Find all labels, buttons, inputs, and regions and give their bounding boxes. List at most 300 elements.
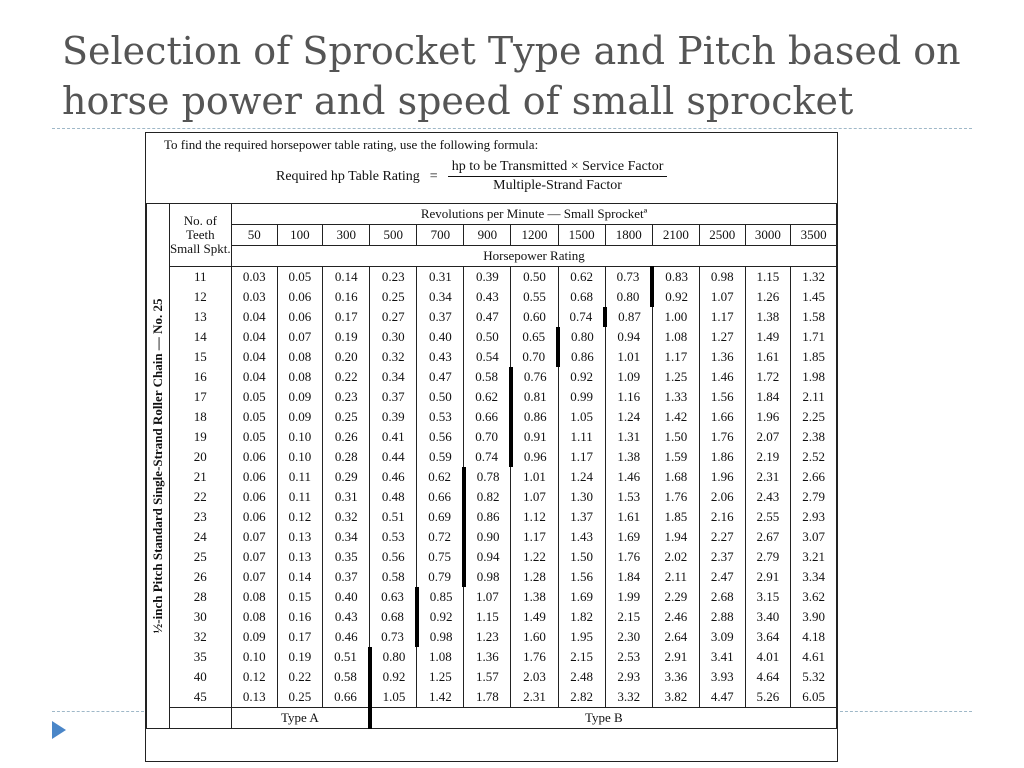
hp-value-cell: 0.07 (232, 567, 278, 587)
table-row (147, 367, 837, 387)
hp-value-cell: 1.69 (605, 527, 652, 547)
rpm-value: 2100 (652, 225, 699, 246)
hp-value-cell: 6.05 (791, 687, 837, 708)
hp-value-cell: 1.76 (605, 547, 652, 567)
hp-value-cell: 2.64 (652, 627, 699, 647)
hp-value-cell: 1.30 (558, 487, 605, 507)
hp-value-cell: 0.12 (277, 507, 323, 527)
rpm-value: 700 (417, 225, 464, 246)
hp-value-cell: 1.38 (745, 307, 791, 327)
hp-value-cell: 1.07 (699, 287, 745, 307)
hp-value-cell: 1.53 (605, 487, 652, 507)
hp-value-cell: 0.37 (323, 567, 370, 587)
hp-value-cell: 3.32 (605, 687, 652, 708)
hp-value-cell: 1.66 (699, 407, 745, 427)
hp-value-cell: 0.99 (558, 387, 605, 407)
teeth-count: 19 (169, 427, 231, 447)
hp-value-cell: 0.09 (232, 627, 278, 647)
hp-value-cell: 2.06 (699, 487, 745, 507)
hp-value-cell: 2.93 (605, 667, 652, 687)
hp-value-cell: 0.37 (417, 307, 464, 327)
hp-value-cell: 0.85 (417, 587, 464, 607)
hp-value-cell: 0.25 (370, 287, 417, 307)
hp-value-cell: 0.70 (464, 427, 511, 447)
hp-value-cell: 0.10 (277, 447, 323, 467)
formula-denominator: Multiple-Strand Factor (493, 178, 622, 193)
hp-value-cell: 0.15 (277, 587, 323, 607)
hp-value-cell: 0.04 (232, 307, 278, 327)
table-row (147, 667, 837, 687)
hp-value-cell: 1.85 (791, 347, 837, 367)
hp-value-cell: 2.02 (652, 547, 699, 567)
header-row-rpm-values (147, 225, 837, 246)
hp-value-cell: 1.42 (652, 407, 699, 427)
hp-value-cell: 1.96 (699, 467, 745, 487)
hp-value-cell: 1.38 (605, 447, 652, 467)
teeth-count: 11 (169, 267, 231, 288)
hp-value-cell: 1.16 (605, 387, 652, 407)
hp-value-cell: 0.53 (417, 407, 464, 427)
hp-value-cell: 0.13 (277, 547, 323, 567)
hp-value-cell: 3.40 (745, 607, 791, 627)
hp-value-cell: 0.63 (370, 587, 417, 607)
hp-value-cell: 0.28 (323, 447, 370, 467)
hp-value-cell: 0.98 (417, 627, 464, 647)
horsepower-table-panel (145, 132, 838, 762)
hp-value-cell: 2.16 (699, 507, 745, 527)
hp-value-cell: 0.58 (464, 367, 511, 387)
hp-value-cell: 0.05 (232, 387, 278, 407)
hp-value-cell: 4.01 (745, 647, 791, 667)
hp-value-cell: 2.11 (652, 567, 699, 587)
teeth-count: 21 (169, 467, 231, 487)
type-b-label: Type B (370, 708, 837, 729)
hp-value-cell: 1.94 (652, 527, 699, 547)
hp-value-cell: 0.94 (464, 547, 511, 567)
hp-value-cell: 2.66 (791, 467, 837, 487)
table-row (147, 267, 837, 288)
teeth-count: 30 (169, 607, 231, 627)
hp-value-cell: 0.16 (277, 607, 323, 627)
rpm-value: 500 (370, 225, 417, 246)
hp-value-cell: 0.80 (605, 287, 652, 307)
hp-value-cell: 1.01 (605, 347, 652, 367)
hp-value-cell: 1.27 (699, 327, 745, 347)
hp-value-cell: 0.90 (464, 527, 511, 547)
hp-value-cell: 0.70 (511, 347, 558, 367)
hp-value-cell: 2.43 (745, 487, 791, 507)
hp-value-cell: 0.03 (232, 287, 278, 307)
hp-value-cell: 2.93 (791, 507, 837, 527)
hp-value-cell: 0.17 (277, 627, 323, 647)
hp-value-cell: 1.61 (605, 507, 652, 527)
hp-value-cell: 4.18 (791, 627, 837, 647)
hp-value-cell: 0.66 (417, 487, 464, 507)
hp-value-cell: 1.36 (699, 347, 745, 367)
hp-value-cell: 1.15 (745, 267, 791, 288)
hp-value-cell: 0.39 (370, 407, 417, 427)
hp-value-cell: 1.01 (511, 467, 558, 487)
hp-value-cell: 2.52 (791, 447, 837, 467)
hp-value-cell: 1.37 (558, 507, 605, 527)
hp-value-cell: 0.32 (370, 347, 417, 367)
hp-value-cell: 0.19 (323, 327, 370, 347)
hp-value-cell: 3.36 (652, 667, 699, 687)
hp-value-cell: 0.53 (370, 527, 417, 547)
title-divider (52, 128, 972, 129)
table-row (147, 287, 837, 307)
hp-value-cell: 0.43 (417, 347, 464, 367)
hp-value-cell: 1.17 (652, 347, 699, 367)
hp-value-cell: 0.19 (277, 647, 323, 667)
rpm-value: 3000 (745, 225, 791, 246)
teeth-count: 45 (169, 687, 231, 708)
hp-value-cell: 1.17 (511, 527, 558, 547)
hp-value-cell: 1.45 (791, 287, 837, 307)
hp-value-cell: 1.12 (511, 507, 558, 527)
hp-value-cell: 0.65 (511, 327, 558, 347)
teeth-count: 28 (169, 587, 231, 607)
hp-value-cell: 0.94 (605, 327, 652, 347)
teeth-count: 18 (169, 407, 231, 427)
hp-value-cell: 0.06 (277, 307, 323, 327)
hp-value-cell: 1.15 (464, 607, 511, 627)
hp-value-cell: 1.25 (417, 667, 464, 687)
table-row (147, 587, 837, 607)
footer-divider-left (52, 711, 144, 712)
hp-value-cell: 0.68 (370, 607, 417, 627)
slide-title: Selection of Sprocket Type and Pitch based on horse power and speed of small sprocket (62, 29, 961, 123)
hp-value-cell: 1.00 (652, 307, 699, 327)
hp-value-cell: 2.68 (699, 587, 745, 607)
hp-value-cell: 1.09 (605, 367, 652, 387)
hp-value-cell: 0.10 (277, 427, 323, 447)
hp-value-cell: 3.15 (745, 587, 791, 607)
hp-value-cell: 0.98 (699, 267, 745, 288)
hp-value-cell: 2.30 (605, 627, 652, 647)
teeth-count: 16 (169, 367, 231, 387)
hp-value-cell: 0.78 (464, 467, 511, 487)
hp-value-cell: 0.43 (323, 607, 370, 627)
hp-value-cell: 0.05 (232, 427, 278, 447)
hp-value-cell: 1.84 (605, 567, 652, 587)
rpm-value: 1200 (511, 225, 558, 246)
hp-value-cell: 0.34 (370, 367, 417, 387)
hp-value-cell: 2.15 (558, 647, 605, 667)
teeth-column-header: No. of Teeth Small Spkt. (169, 204, 231, 267)
hp-value-cell: 2.47 (699, 567, 745, 587)
hp-value-cell: 1.78 (464, 687, 511, 708)
table-row (147, 387, 837, 407)
teeth-count: 40 (169, 667, 231, 687)
hp-value-cell: 0.40 (323, 587, 370, 607)
table-row (147, 627, 837, 647)
table-row (147, 487, 837, 507)
hp-value-cell: 0.81 (511, 387, 558, 407)
hp-rating-header: Horsepower Rating (232, 246, 837, 267)
table-row (147, 687, 837, 708)
hp-value-cell: 2.46 (652, 607, 699, 627)
hp-value-cell: 0.31 (417, 267, 464, 288)
hp-value-cell: 2.15 (605, 607, 652, 627)
hp-value-cell: 0.05 (232, 407, 278, 427)
hp-value-cell: 2.82 (558, 687, 605, 708)
hp-value-cell: 0.08 (232, 587, 278, 607)
hp-value-cell: 0.14 (323, 267, 370, 288)
hp-value-cell: 0.92 (652, 287, 699, 307)
rpm-value: 100 (277, 225, 323, 246)
teeth-count: 15 (169, 347, 231, 367)
hp-value-cell: 0.05 (277, 267, 323, 288)
hp-value-cell: 1.31 (605, 427, 652, 447)
hp-value-cell: 1.85 (652, 507, 699, 527)
hp-value-cell: 0.92 (558, 367, 605, 387)
hp-value-cell: 0.79 (417, 567, 464, 587)
type-footer-blank (169, 708, 231, 729)
hp-value-cell: 0.06 (277, 287, 323, 307)
table-row (147, 447, 837, 467)
hp-value-cell: 2.48 (558, 667, 605, 687)
hp-value-cell: 0.06 (232, 487, 278, 507)
hp-value-cell: 5.26 (745, 687, 791, 708)
hp-value-cell: 0.17 (323, 307, 370, 327)
hp-value-cell: 1.07 (511, 487, 558, 507)
teeth-count: 35 (169, 647, 231, 667)
teeth-count: 17 (169, 387, 231, 407)
hp-value-cell: 0.72 (417, 527, 464, 547)
rpm-value: 3500 (791, 225, 837, 246)
formula-equals: = (429, 168, 438, 184)
hp-value-cell: 4.61 (791, 647, 837, 667)
header-row-hp (147, 246, 837, 267)
hp-value-cell: 1.24 (558, 467, 605, 487)
hp-value-cell: 4.47 (699, 687, 745, 708)
hp-value-cell: 1.17 (558, 447, 605, 467)
table-row (147, 347, 837, 367)
teeth-count: 26 (169, 567, 231, 587)
hp-value-cell: 2.38 (791, 427, 837, 447)
hp-value-cell: 0.60 (511, 307, 558, 327)
teeth-count: 25 (169, 547, 231, 567)
hp-value-cell: 1.56 (699, 387, 745, 407)
hp-value-cell: 0.75 (417, 547, 464, 567)
hp-value-cell: 0.13 (277, 527, 323, 547)
hp-value-cell: 2.25 (791, 407, 837, 427)
hp-value-cell: 2.79 (745, 547, 791, 567)
hp-value-cell: 0.31 (323, 487, 370, 507)
hp-value-cell: 0.39 (464, 267, 511, 288)
table-row (147, 547, 837, 567)
hp-value-cell: 2.31 (511, 687, 558, 708)
table-row (147, 607, 837, 627)
table-row (147, 307, 837, 327)
hp-value-cell: 0.68 (558, 287, 605, 307)
hp-value-cell: 1.26 (745, 287, 791, 307)
hp-value-cell: 0.08 (232, 607, 278, 627)
hp-value-cell: 2.37 (699, 547, 745, 567)
hp-value-cell: 0.62 (417, 467, 464, 487)
hp-value-cell: 3.93 (699, 667, 745, 687)
hp-value-cell: 0.69 (417, 507, 464, 527)
hp-value-cell: 0.25 (277, 687, 323, 708)
teeth-count: 14 (169, 327, 231, 347)
hp-value-cell: 0.50 (464, 327, 511, 347)
hp-value-cell: 2.79 (791, 487, 837, 507)
hp-value-cell: 0.30 (370, 327, 417, 347)
hp-value-cell: 1.33 (652, 387, 699, 407)
hp-value-cell: 1.86 (699, 447, 745, 467)
hp-value-cell: 0.23 (370, 267, 417, 288)
hp-value-cell: 0.35 (323, 547, 370, 567)
hp-value-cell: 0.43 (464, 287, 511, 307)
hp-value-cell: 0.86 (464, 507, 511, 527)
formula-numerator: hp to be Transmitted × Service Factor (448, 159, 668, 177)
hp-value-cell: 1.23 (464, 627, 511, 647)
hp-value-cell: 0.25 (323, 407, 370, 427)
footer-divider-right (840, 711, 972, 712)
hp-value-cell: 2.07 (745, 427, 791, 447)
hp-value-cell: 0.76 (511, 367, 558, 387)
hp-value-cell: 1.96 (745, 407, 791, 427)
rpm-value: 1500 (558, 225, 605, 246)
hp-value-cell: 3.09 (699, 627, 745, 647)
hp-value-cell: 0.08 (277, 347, 323, 367)
side-label: ½-inch Pitch Standard Single-Strand Roller Chain — No. 25 (149, 298, 165, 634)
hp-value-cell: 1.57 (464, 667, 511, 687)
hp-value-cell: 1.50 (558, 547, 605, 567)
hp-value-cell: 1.60 (511, 627, 558, 647)
hp-value-cell: 0.04 (232, 347, 278, 367)
hp-value-cell: 1.07 (464, 587, 511, 607)
hp-value-cell: 3.21 (791, 547, 837, 567)
hp-value-cell: 1.24 (605, 407, 652, 427)
hp-value-cell: 0.91 (511, 427, 558, 447)
table-row (147, 327, 837, 347)
hp-value-cell: 1.42 (417, 687, 464, 708)
hp-value-cell: 1.82 (558, 607, 605, 627)
hp-value-cell: 1.08 (652, 327, 699, 347)
hp-value-cell: 1.11 (558, 427, 605, 447)
hp-value-cell: 0.48 (370, 487, 417, 507)
table-row (147, 407, 837, 427)
hp-value-cell: 0.12 (232, 667, 278, 687)
hp-value-cell: 0.56 (417, 427, 464, 447)
hp-value-cell: 0.04 (232, 367, 278, 387)
hp-value-cell: 1.08 (417, 647, 464, 667)
hp-value-cell: 1.05 (558, 407, 605, 427)
teeth-count: 24 (169, 527, 231, 547)
hp-value-cell: 3.64 (745, 627, 791, 647)
hp-value-cell: 0.20 (323, 347, 370, 367)
hp-value-cell: 1.68 (652, 467, 699, 487)
teeth-count: 20 (169, 447, 231, 467)
hp-value-cell: 0.34 (417, 287, 464, 307)
hp-value-cell: 2.11 (791, 387, 837, 407)
hp-value-cell: 3.90 (791, 607, 837, 627)
teeth-count: 23 (169, 507, 231, 527)
hp-value-cell: 0.51 (323, 647, 370, 667)
hp-value-cell: 0.58 (323, 667, 370, 687)
hp-value-cell: 1.25 (652, 367, 699, 387)
hp-value-cell: 1.32 (791, 267, 837, 288)
hp-value-cell: 2.27 (699, 527, 745, 547)
hp-value-cell: 0.87 (605, 307, 652, 327)
hp-value-cell: 3.62 (791, 587, 837, 607)
hp-value-cell: 0.56 (370, 547, 417, 567)
table-row (147, 647, 837, 667)
hp-value-cell: 0.74 (464, 447, 511, 467)
hp-value-cell: 0.22 (323, 367, 370, 387)
hp-value-cell: 2.03 (511, 667, 558, 687)
hp-value-cell: 1.49 (745, 327, 791, 347)
hp-value-cell: 4.64 (745, 667, 791, 687)
hp-value-cell: 0.92 (370, 667, 417, 687)
hp-value-cell: 2.19 (745, 447, 791, 467)
hp-value-cell: 0.34 (323, 527, 370, 547)
hp-value-cell: 0.41 (370, 427, 417, 447)
hp-value-cell: 1.50 (652, 427, 699, 447)
table-row (147, 467, 837, 487)
hp-value-cell: 0.58 (370, 567, 417, 587)
hp-value-cell: 0.07 (232, 527, 278, 547)
teeth-count: 13 (169, 307, 231, 327)
hp-value-cell: 1.58 (791, 307, 837, 327)
hp-value-cell: 0.09 (277, 387, 323, 407)
hp-value-cell: 0.11 (277, 487, 323, 507)
hp-value-cell: 0.46 (323, 627, 370, 647)
hp-value-cell: 3.07 (791, 527, 837, 547)
hp-value-cell: 1.43 (558, 527, 605, 547)
rpm-value: 50 (232, 225, 278, 246)
hp-value-cell: 2.88 (699, 607, 745, 627)
hp-value-cell: 1.76 (652, 487, 699, 507)
hp-value-cell: 1.71 (791, 327, 837, 347)
hp-value-cell: 0.62 (464, 387, 511, 407)
hp-value-cell: 0.04 (232, 327, 278, 347)
rpm-value: 900 (464, 225, 511, 246)
rpm-header: Revolutions per Minute — Small Sprocketª (232, 204, 837, 225)
hp-value-cell: 1.59 (652, 447, 699, 467)
hp-value-cell: 1.28 (511, 567, 558, 587)
hp-value-cell: 0.74 (558, 307, 605, 327)
hp-value-cell: 2.53 (605, 647, 652, 667)
hp-value-cell: 0.16 (323, 287, 370, 307)
next-slide-arrow-icon[interactable] (52, 721, 66, 739)
hp-value-cell: 1.69 (558, 587, 605, 607)
hp-value-cell: 0.98 (464, 567, 511, 587)
formula-intro: To find the required horsepower table rating, use the following formula: (164, 137, 539, 152)
type-a-label: Type A (232, 708, 370, 729)
hp-value-cell: 1.98 (791, 367, 837, 387)
hp-value-cell: 0.82 (464, 487, 511, 507)
hp-value-cell: 0.07 (232, 547, 278, 567)
hp-value-cell: 0.44 (370, 447, 417, 467)
hp-value-cell: 0.22 (277, 667, 323, 687)
hp-value-cell: 2.67 (745, 527, 791, 547)
hp-value-cell: 2.29 (652, 587, 699, 607)
hp-value-cell: 0.13 (232, 687, 278, 708)
hp-value-cell: 0.06 (232, 447, 278, 467)
hp-value-cell: 0.54 (464, 347, 511, 367)
teeth-count: 22 (169, 487, 231, 507)
hp-value-cell: 0.29 (323, 467, 370, 487)
hp-value-cell: 0.73 (605, 267, 652, 288)
hp-value-cell: 1.05 (370, 687, 417, 708)
hp-value-cell: 3.41 (699, 647, 745, 667)
hp-value-cell: 0.26 (323, 427, 370, 447)
hp-value-cell: 1.76 (699, 427, 745, 447)
hp-value-cell: 0.47 (417, 367, 464, 387)
